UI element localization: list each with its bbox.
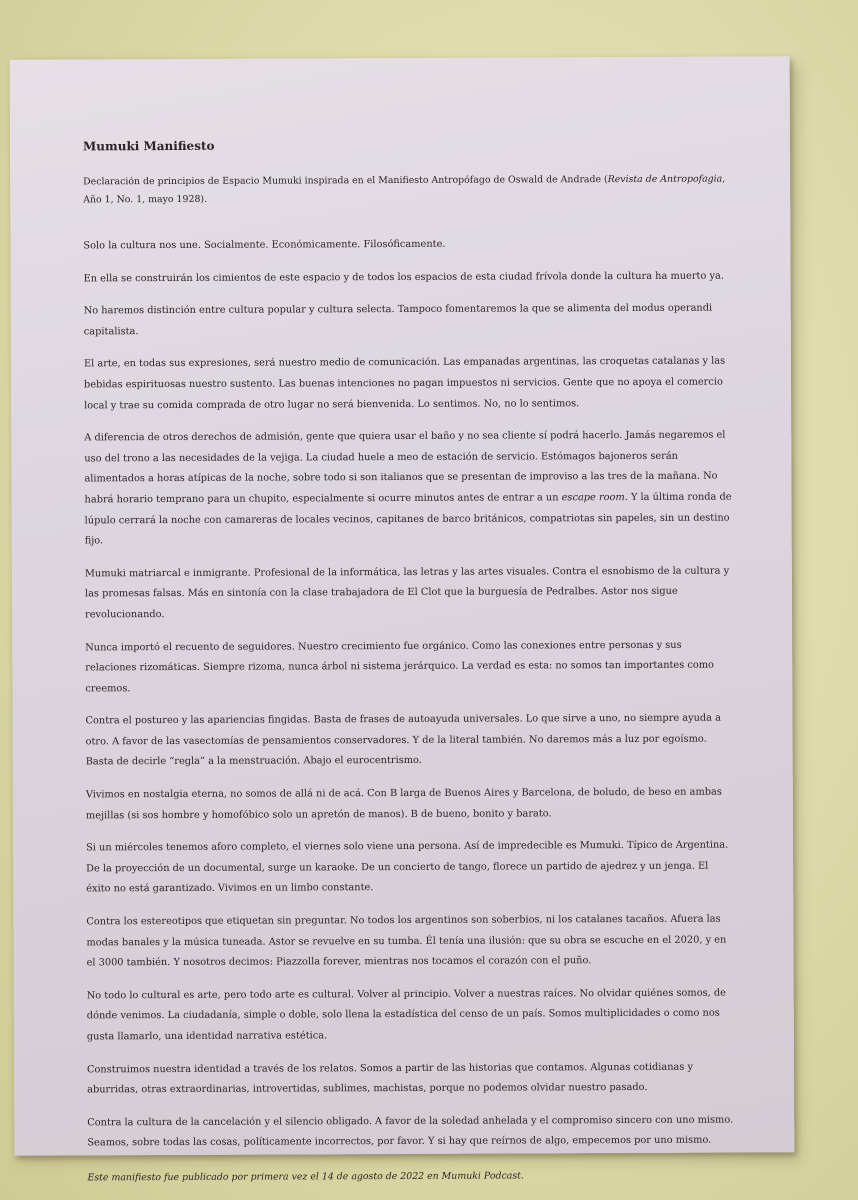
paragraph-2: En ella se construirán los cimientos de este espacio y de todos los espacios de esta ciudad frívola donde la cultura ha muerto ya. [83, 270, 724, 284]
paragraph-5 [84, 426, 733, 552]
paragraph-7: Nunca importó el recuento de seguidores. Nuestro crecimiento fue orgánico. Como las conexiones entre personas y sus relaciones rizomáticas. Siempre rizoma, nunca árbol ni sistema jerárquico. La verdad es esta: no somos tan importantes como creemos. [85, 639, 714, 695]
intro-text-after: , Año 1, No. 1, mayo 1928). [83, 173, 726, 206]
manifesto-poster [10, 56, 795, 1184]
paragraph-9: Vivimos en nostalgia eterna, no somos de allá ni de acá. Con B larga de Buenos Aires y Barcelona, de boludo, de beso en ambas mejillas (si sos hombre y homofóbico solo un apretón de manos). B de bueno, bonito y barato. [85, 786, 722, 822]
paragraph-1: Solo la cultura nos une. Socialmente. Económicamente. Filosóficamente. [83, 238, 446, 252]
paragraph-5-before: A diferencia de otros derechos de admisión, gente que quiera usar el baño y no sea cliente sí podrá hacerlo. Jamás negaremos el uso del trono a las necesidades de la vejiga. La ciudad huele a meo de estación de servicio. Estómagos bajoneros serán alimentados a horas atípicas de la noche, sobre todo si son italianos que se presentan de improviso a las tres de la mañana. No habrá horario temprano para un chupito, especialmente si ocurre minutos antes de entrar a un [84, 429, 726, 506]
paragraph-5-after: . Y la última ronda de lúpulo cerrará la noche con camareras de locales vecinos, capitanes de barco británicos, compatriotas sin papeles, sin un destino fijo. [84, 491, 732, 547]
paragraph-14: Contra la cultura de la cancelación y el silencio obligado. A favor de la soledad anhelada y el compromiso sincero con uno mismo. Seamos, sobre todas las cosas, políticamente incorrectos, por favor. Y si hay que reírnos de algo, empecemos por uno mismo. [87, 1114, 734, 1149]
paragraph-10: Si un miércoles tenemos aforo completo, el viernes solo viene una persona. Así de impredecible es Mumuki. Típico de Argentina. De la proyección de un documental, surge un karaoke. De un concierto de tango, florece un partido de ajedrez y un jenga. El éxito no está garantizado. Vivimos en un limbo constante. [86, 839, 729, 895]
manifesto-title: Mumuki Manifiesto [82, 138, 215, 154]
paragraph-4: El arte, en todas sus expresiones, será nuestro medio de comunicación. Las empanadas argentinas, las croquetas catalanas y las bebidas espirituosas nuestro sustento. Las buenas intenciones no pagan impuestos ni servicios. Gente que no apoya el comercio local y trae su comida comprada de otro lugar no será bienvenida. Lo sentimos. No, no lo sentimos. [83, 355, 726, 411]
paragraph-6: Mumuki matriarcal e inmigrante. Profesional de la informática, las letras y las artes visuales. Contra el esnobismo de la cultura y las promesas falsas. Más en sintonía con la clase trabajadora de El Clot que la burguesía de Pedralbes. Astor nos sigue revolucionando. [84, 565, 730, 621]
manifesto-footer: Este manifiesto fue publicado por primera vez el 14 de agosto de 2022 en Mumuki Podcast. [87, 1170, 524, 1184]
paragraph-13: Construimos nuestra identidad a través de los relatos. Somos a partir de las historias que contamos. Algunas cotidianas y aburridas, otras extraordinarias, introvertidas, sublimes, machistas, porque no podemos olvidar nuestro pasado. [86, 1061, 694, 1096]
paragraph-5-emphasis: escape room [561, 491, 625, 504]
paragraph-3: No haremos distinción entre cultura popular y cultura selecta. Tampoco fomentaremos la que se alimenta del modus operandi capitalista. [83, 302, 713, 338]
paragraph-12: No todo lo cultural es arte, pero todo arte es cultural. Volver al principio. Volver a nuestras raíces. No olvidar quiénes somos, de dónde venimos. La ciudadanía, simple o doble, solo llena la estadística del censo de un país. Somos multiplicidades o como nos gusta llamarlo, una identidad narrativa estética. [86, 987, 726, 1043]
paragraph-8: Contra el postureo y las apariencias fingidas. Basta de frases de autoayuda universales. Lo que sirve a uno, no siempre ayuda a otro. A favor de las vasectomías de pensamientos conservadores. Y de la literal también. No daremos más a luz por egoísmo. Basta de decirle “regla” a la menstruación. Abajo el eurocentrismo. [85, 712, 722, 768]
manifesto-content [83, 137, 736, 1184]
intro-text-before: Declaración de principios de Espacio Mumuki inspirada en el Manifiesto Antropófago de Oswald de Andrade ( [83, 174, 608, 188]
manifesto-intro [83, 171, 731, 210]
intro-journal: Revista de Antropofagia [607, 173, 723, 186]
paragraph-11: Contra los estereotipos que etiquetan sin preguntar. No todos los argentinos son soberbios, ni los catalanes tacaños. Afuera las modas banales y la música tuneada. Astor se revuelve en su tumba. Él tenía una ilusión: que su obra se escuche en el 2020, y en el 3000 también. Y nosotros decimos: Piazzolla forever, mientras nos tocamos el corazón con el puño. [86, 913, 727, 969]
